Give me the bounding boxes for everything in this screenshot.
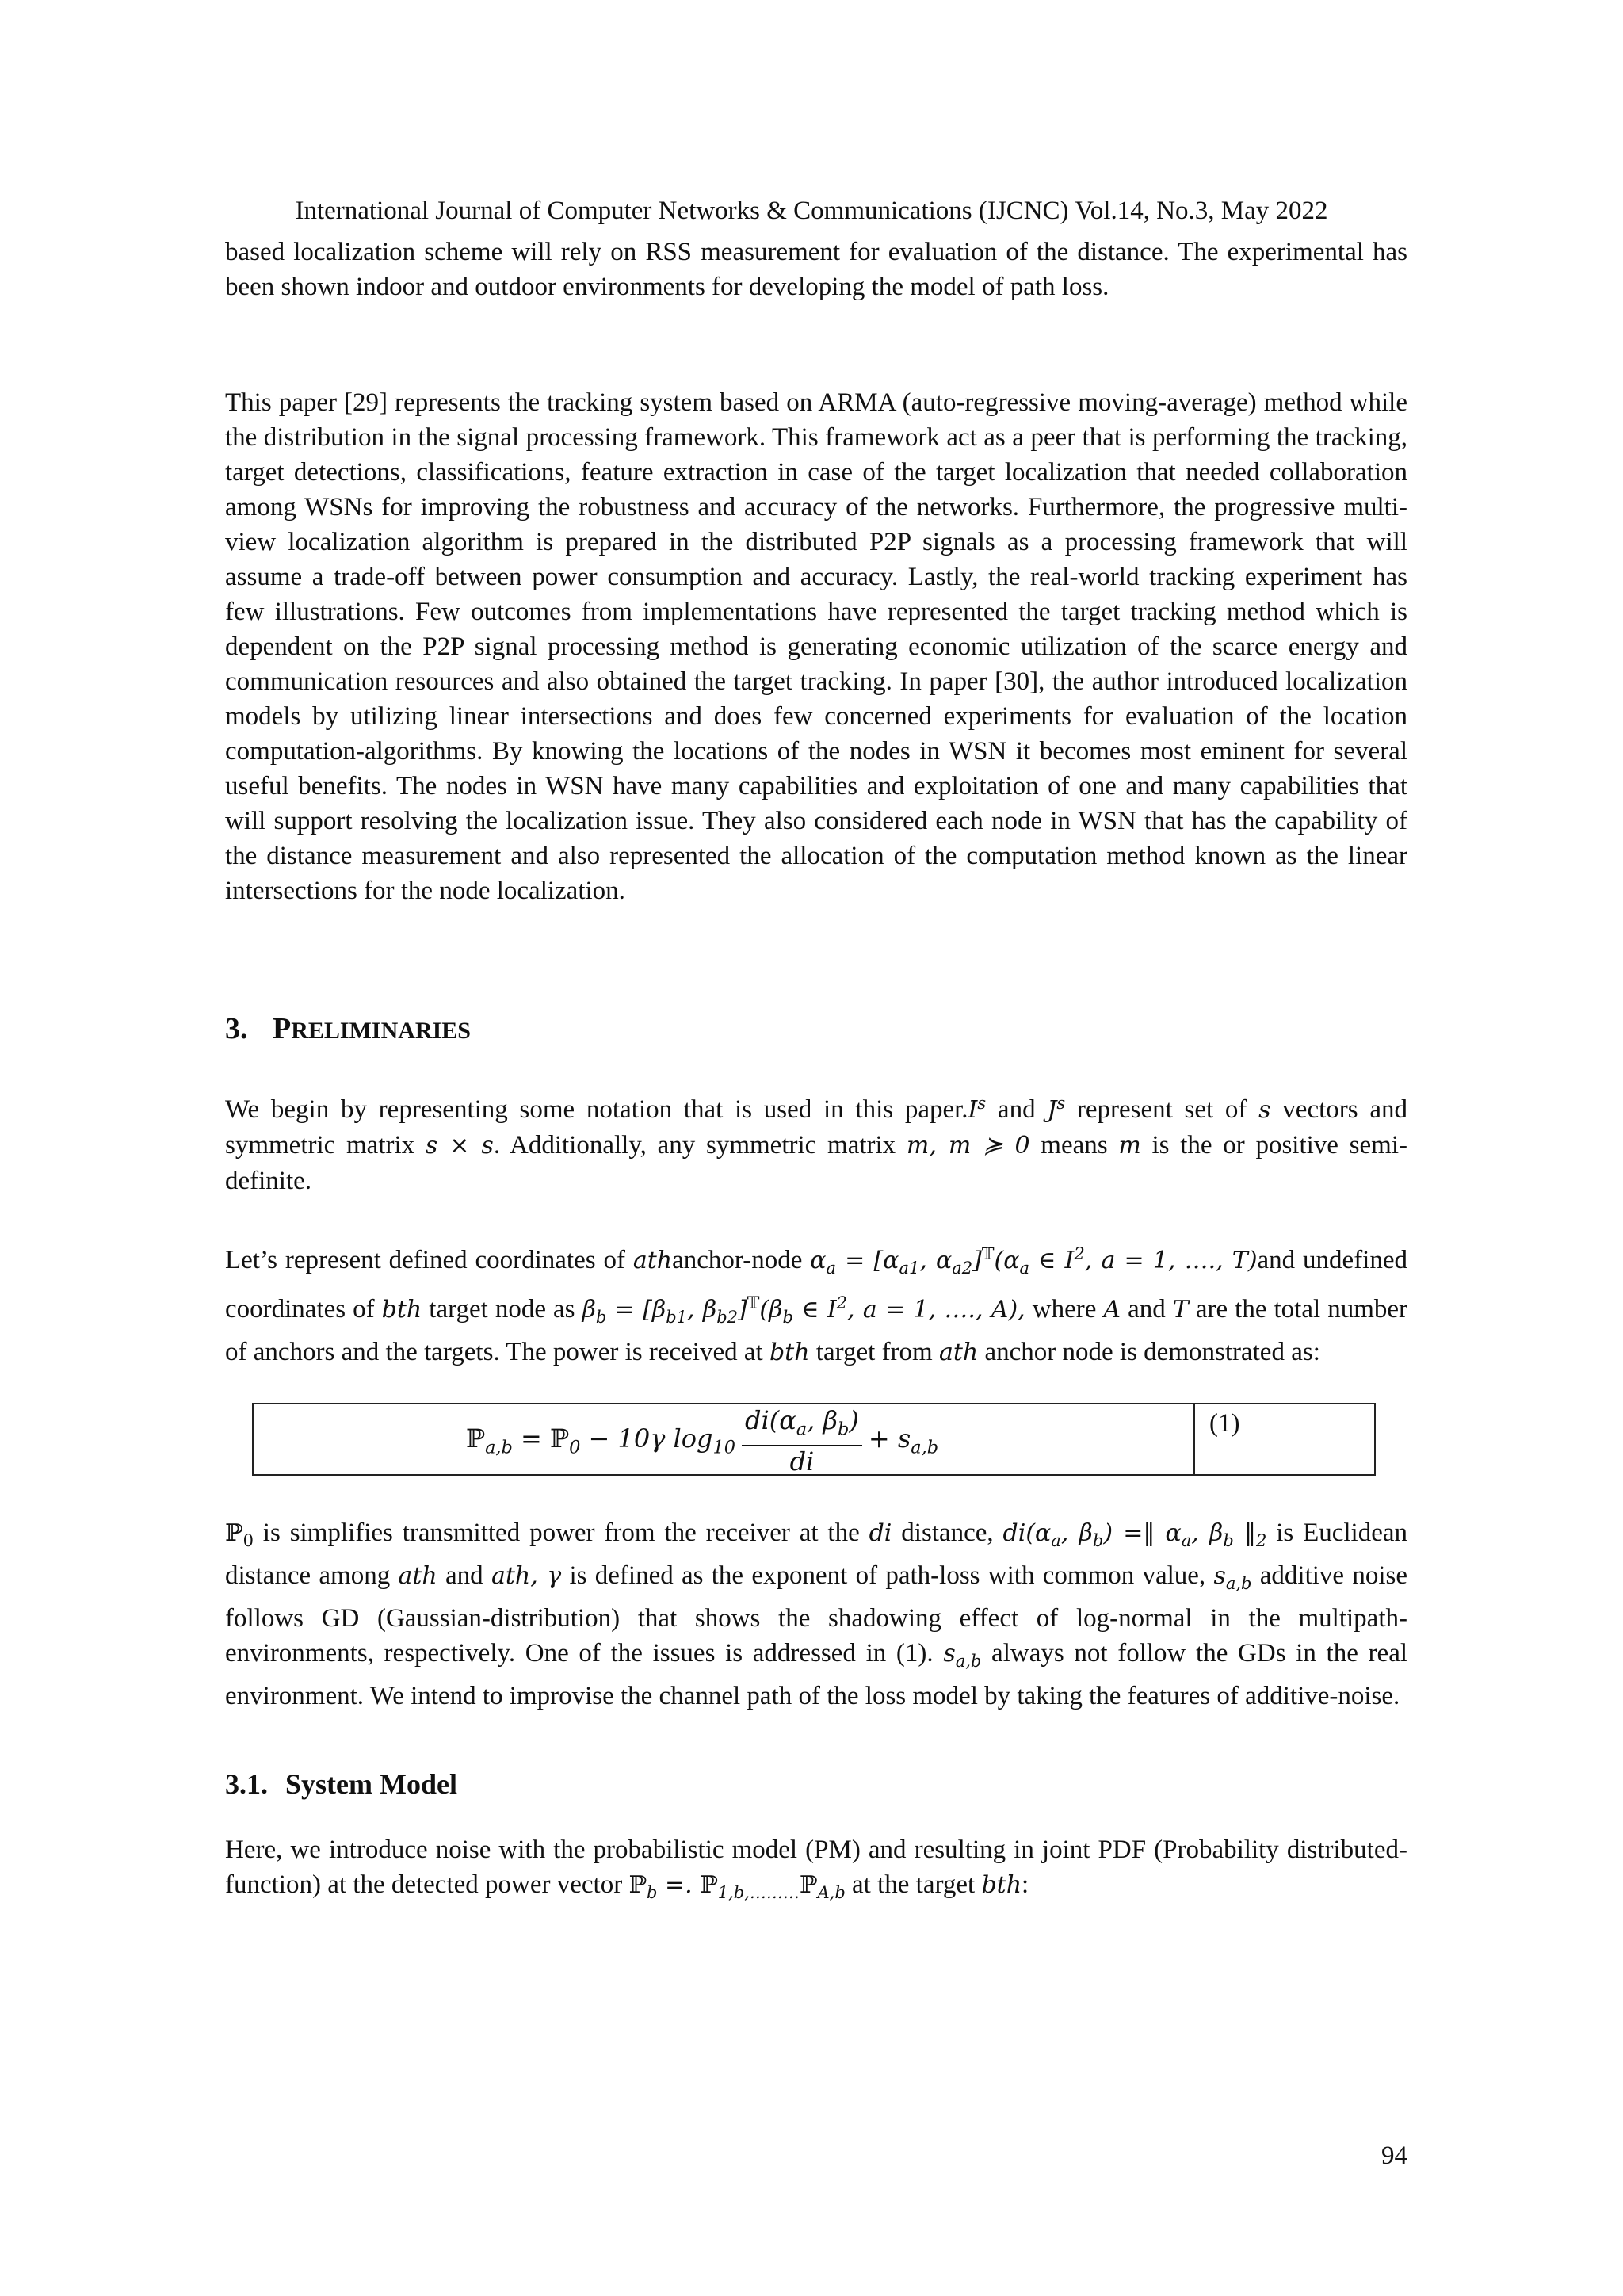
paragraph-text: We begin by representing some notation that is used in this $paper.I^s$ and $J^s$ represent set of s vectors and symmetric matrix s × s. Additionally, any symmetric matrix m, m ≽ 0 means m is the or positive semi-definite. (225, 1094, 1407, 1195)
paragraph-text: Let’s represent defined coordinates of athanchor-node $\alpha_a = [\alpha_{a1}$, $\alpha_{a2}]^𝕋(\alpha_a$ ∈ $I^2$, a = 1, …., T)and undefined coordinates of bth target node as $\beta_b = [\beta_{b1}$, $\beta_{b2}]^𝕋(\beta_b$ ∈ $I^2$, a = 1, …., A), where A and T are the total number of anchors and the targets. The power is received at bth target from ath anchor node is demonstrated as: (225, 1244, 1407, 1366)
paragraph-transmitted-power (225, 1515, 1407, 1713)
paragraph-text: Here, we introduce noise with the probabilistic model (PM) and resulting in joint PDF (Probability distributed-function) at the detected power vector ℙ$_b$ =. ℙ$_{1,b,\dots\dots\dots}$ℙ$_{A,b}$ at the target bth: (225, 1836, 1407, 1902)
equation-box (252, 1403, 1376, 1476)
paragraph-text: This paper [29] represents the tracking system based on ARMA (auto-regressive moving-average) method while the distribution in the signal processing framework. This framework act as a peer that is performing the tracking, target detections, classifications, feature extraction in case of the target localization that needed collaboration among WSNs for improving the robustness and accuracy of the networks. Furthermore, the progressive multi-view localization algorithm is prepared in the distributed P2P signals as a processing framework that will assume a trade-off between power consumption and accuracy. Lastly, the real-world tracking experiment has few illustrations. Few outcomes from implementations have represented the target tracking method which is dependent on the P2P signal processing method is generating economic utilization of the scarce energy and communication resources and also obtained the target tracking. In paper [30], the author introduced localization models by utilizing linear intersections and does few concerned experiments for evaluation of the location computation-algorithms. By knowing the locations of the nodes in WSN it becomes most eminent for several useful benefits. The nodes in WSN have many capabilities and exploitation of one and many capabilities that will support resolving the localization issue. They also considered each node in WSN that has the capability of the distance measurement and also represented the allocation of the computation method known as the linear intersections for the node localization. (225, 388, 1407, 905)
subsection-title: System Model (285, 1768, 457, 1800)
paragraph-text: ℙ$_0$ is simplifies transmitted power from the receiver at the di distance, $di(\alpha_a$, $\beta_b$) =‖ $\alpha_a$, $\beta_b$ $‖_2$ is Euclidean distance among ath and ath, γ is defined as the exponent of path-loss with common value, $s_{a,b}$ additive noise follows GD (Gaussian-distribution) that shows the shadowing effect of log-normal in the multipath-environments, respectively. One of the issues is addressed in (1). $s_{a,b}$ always not follow the GDs in the real environment. We intend to improvise the channel path of the loss model by taking the features of additive-noise. (225, 1519, 1408, 1710)
subsection-heading-system-model (225, 1766, 457, 1802)
section-title-initial: P (273, 1012, 292, 1045)
section-heading-preliminaries (225, 1010, 471, 1050)
subsection-number: 3.1. (225, 1768, 268, 1800)
equation-number: (1) (1209, 1409, 1240, 1438)
section-number: 3. (225, 1012, 248, 1045)
paragraph-rss (225, 235, 1407, 304)
equation-divider (1193, 1404, 1195, 1474)
section-title-rest: RELIMINARIES (291, 1018, 471, 1044)
page-number: 94 (1381, 2141, 1407, 2170)
equation-path-loss: ℙ$_{a,b}$ = ℙ$_0$ − 10γ $\log_{10}$ $\frac{di(\alpha_a, \beta_b)}{di}$ + $s_{a,b}$ (466, 1405, 939, 1477)
paragraph-coordinates (225, 1236, 1407, 1370)
paragraph-arma (225, 385, 1407, 908)
paragraph-system-model (225, 1832, 1407, 1910)
running-header: International Journal of Computer Networks & Communications (IJCNC) Vol.14, No.3, May 2022 (295, 197, 1328, 225)
paragraph-notation (225, 1086, 1407, 1198)
paragraph-text: based localization scheme will rely on RSS measurement for evaluation of the distance. The experimental has been shown indoor and outdoor environments for developing the model of path loss. (225, 238, 1407, 301)
